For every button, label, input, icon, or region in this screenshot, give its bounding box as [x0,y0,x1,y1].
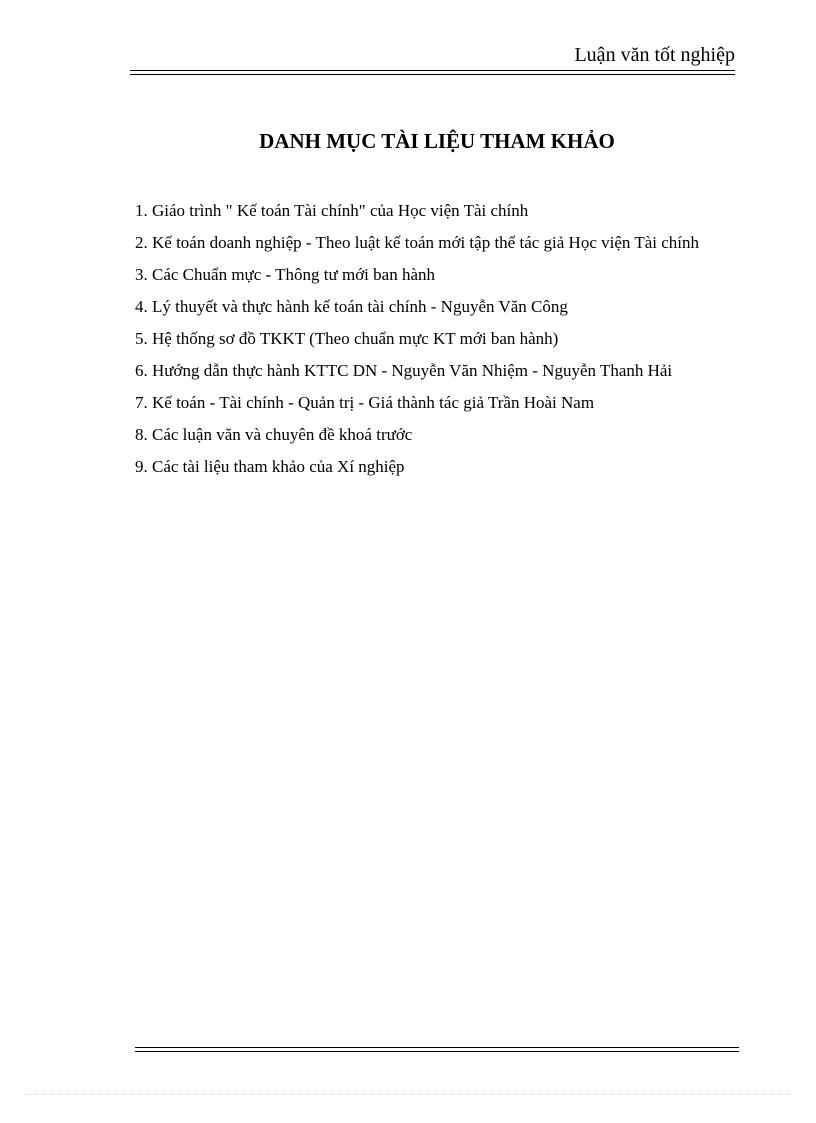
reference-item: 8. Các luận văn và chuyên đề khoá trước [135,425,413,444]
footer-divider [135,1047,739,1052]
reference-item: 1. Giáo trình " Kế toán Tài chính" của Học viện Tài chính [135,201,529,220]
reference-item: 2. Kế toán doanh nghiệp - Theo luật kế toán mới tập thể tác giả Học viện Tài chính [135,233,700,252]
page-bottom-border [25,1094,791,1095]
page-header-title: Luận văn tốt nghiệp [574,44,735,66]
reference-item: 9. Các tài liệu tham khảo của Xí nghiệp [135,457,405,476]
reference-item: 7. Kế toán - Tài chính - Quản trị - Giá thành tác giả Trần Hoài Nam [135,393,595,412]
reference-item: 6. Hướng dẫn thực hành KTTC DN - Nguyễn Văn Nhiệm - Nguyễn Thanh Hải [135,361,673,380]
header-divider [130,70,735,75]
reference-item: 3. Các Chuẩn mực - Thông tư mới ban hành [135,265,435,284]
reference-list [135,195,739,483]
reference-item: 4. Lý thuyết và thực hành kế toán tài chính - Nguyễn Văn Công [135,297,568,316]
page-title: DANH MỤC TÀI LIỆU THAM KHẢO [259,129,615,153]
reference-item: 5. Hệ thống sơ đồ TKKT (Theo chuẩn mực KT mới ban hành) [135,329,559,348]
